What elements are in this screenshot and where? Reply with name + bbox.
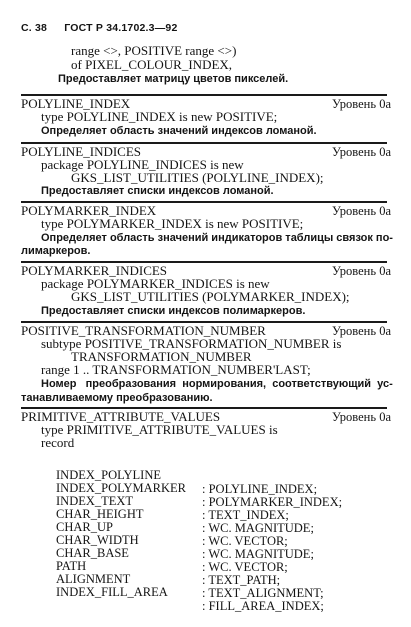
standard-code: ГОСТ Р 34.1702.3—92 — [64, 22, 178, 34]
section-title: POLYMARKER_INDICES — [21, 263, 168, 278]
section-line: type POLYMARKER_INDEX is new POSITIVE; — [41, 216, 304, 231]
section-description: Предоставляет списки индексов ломаной. — [41, 185, 274, 197]
record-field-name: CHAR_BASE — [56, 546, 129, 560]
section-line: TRANSFORMATION_NUMBER — [71, 349, 252, 364]
section-line: package POLYMARKER_INDICES is new — [41, 276, 270, 291]
section-level: Уровень 0a — [332, 410, 391, 424]
section-line: record — [41, 435, 75, 450]
page-number: С. 38 — [21, 22, 48, 34]
record-field-type: : POLYMARKER_INDEX; — [202, 495, 343, 509]
section-description: танавливаемому преобразованию. — [21, 392, 213, 404]
record-field-type: : WC. MAGNITUDE; — [202, 547, 314, 561]
intro-line: range <>, POSITIVE range <>) — [71, 43, 237, 58]
section-description: Определяет область значений индексов ломаной. — [41, 125, 317, 137]
section-level: Уровень 0a — [332, 145, 391, 159]
record-field-name: INDEX_POLYMARKER — [56, 481, 186, 495]
record-field-type: : WC. VECTOR; — [202, 560, 288, 574]
record-field-type: : POLYLINE_INDEX; — [202, 482, 318, 496]
section-title: POLYLINE_INDICES — [21, 144, 142, 159]
record-field-type: : TEXT_ALIGNMENT; — [202, 586, 324, 600]
section-title: POLYLINE_INDEX — [21, 96, 131, 111]
record-field-name: INDEX_TEXT — [56, 494, 134, 508]
record-field-name: CHAR_WIDTH — [56, 533, 139, 547]
intro-line: of PIXEL_COLOUR_INDEX, — [71, 57, 233, 72]
record-field-name: PATH — [56, 559, 87, 573]
section-level: Уровень 0a — [332, 97, 391, 111]
section-line: GKS_LIST_UTILITIES (POLYLINE_INDEX); — [71, 170, 324, 185]
section-level: Уровень 0a — [332, 204, 391, 218]
intro-description: Предоставляет матрицу цветов пикселей. — [58, 73, 289, 85]
record-field-name: CHAR_UP — [56, 520, 113, 534]
record-field-type: : TEXT_INDEX; — [202, 508, 289, 522]
section-title: POSITIVE_TRANSFORMATION_NUMBER — [21, 323, 266, 338]
record-field-type: : FILL_AREA_INDEX; — [202, 599, 324, 613]
section-description: Определяет область значений индикаторов таблицы связок по- — [41, 232, 393, 244]
record-field-name: ALIGNMENT — [56, 572, 131, 586]
section-level: Уровень 0a — [332, 324, 391, 338]
section-title: POLYMARKER_INDEX — [21, 203, 157, 218]
section-line: type PRIMITIVE_ATTRIBUTE_VALUES is — [41, 422, 278, 437]
section-line: GKS_LIST_UTILITIES (POLYMARKER_INDEX); — [71, 289, 350, 304]
record-field-type: : WC. VECTOR; — [202, 534, 288, 548]
record-field-name: INDEX_POLYLINE — [56, 468, 161, 482]
record-field-name: CHAR_HEIGHT — [56, 507, 144, 521]
section-line: subtype POSITIVE_TRANSFORMATION_NUMBER is — [41, 336, 342, 351]
section-line: package POLYLINE_INDICES is new — [41, 157, 244, 172]
record-field-type: : WC. MAGNITUDE; — [202, 521, 314, 535]
section-description: Предоставляет списки индексов полимаркеров. — [41, 305, 306, 317]
running-header — [21, 22, 177, 34]
record-field-name: INDEX_FILL_AREA — [56, 585, 168, 599]
section-level: Уровень 0a — [332, 264, 391, 278]
section-title: PRIMITIVE_ATTRIBUTE_VALUES — [21, 409, 221, 424]
section-description: лимаркеров. — [21, 245, 91, 257]
section-description: Номер преобразования нормирования, соответствующий ус- — [41, 378, 393, 390]
section-line: range 1 .. TRANSFORMATION_NUMBER'LAST; — [41, 362, 311, 377]
record-field-type: : TEXT_PATH; — [202, 573, 281, 587]
section-line: type POLYLINE_INDEX is new POSITIVE; — [41, 109, 278, 124]
